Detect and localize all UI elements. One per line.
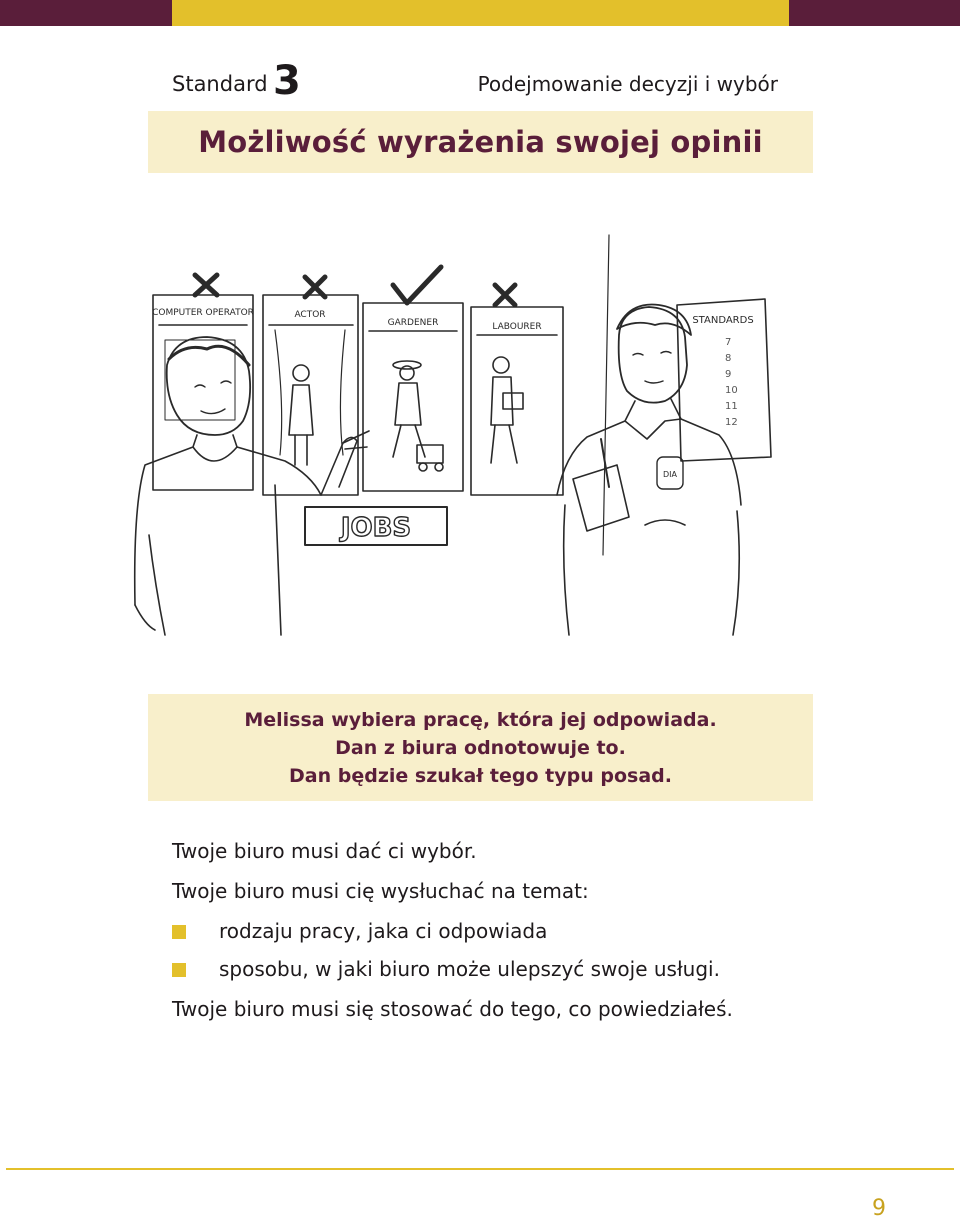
melissa-figure	[135, 337, 369, 635]
job-board-actor	[263, 295, 358, 495]
badge-text: DIA	[663, 470, 677, 479]
standards-number: 11	[725, 401, 738, 412]
jobs-sign	[305, 507, 447, 545]
standards-number: 7	[725, 337, 732, 348]
page-number: 9	[872, 1196, 886, 1221]
caption-line-3: Dan będzie szukał tego typu posad.	[289, 764, 672, 787]
standards-number: 12	[725, 417, 738, 428]
cross-mark-icon	[305, 277, 325, 297]
check-mark-icon	[393, 267, 441, 303]
job-label-3: GARDENER	[387, 318, 439, 328]
standards-poster-title: STANDARDS	[692, 315, 754, 326]
dan-figure	[557, 305, 741, 636]
standards-poster	[677, 299, 771, 461]
bullet-square-icon	[172, 963, 186, 977]
standards-number: 8	[725, 353, 732, 364]
body-paragraph-1: Twoje biuro musi dać ci wybór.	[172, 839, 477, 863]
caption-line-1: Melissa wybiera pracę, która jej odpowiada.	[244, 708, 717, 731]
caption-line-2: Dan z biura odnotowuje to.	[335, 736, 626, 759]
bullet-item-2: sposobu, w jaki biuro może ulepszyć swoje usługi.	[219, 957, 720, 981]
body-paragraph-3: Twoje biuro musi się stosować do tego, co powiedziałeś.	[172, 997, 733, 1021]
title-banner	[148, 111, 813, 173]
page-title: Możliwość wyrażenia swojej opinii	[198, 125, 763, 159]
bullet-square-icon	[172, 925, 186, 939]
page-header	[172, 58, 778, 108]
job-board-labourer	[471, 307, 563, 495]
job-label-4: LABOURER	[492, 322, 542, 332]
cross-mark-icon	[495, 285, 515, 305]
job-board-gardener	[363, 303, 463, 491]
bottom-rule	[6, 1168, 954, 1170]
standards-number: 10	[725, 385, 738, 396]
jobs-sign-text: JOBS	[340, 513, 412, 543]
cross-mark-icon	[195, 275, 217, 295]
section-name: Podejmowanie decyzji i wybór	[477, 72, 778, 96]
job-label-2: ACTOR	[294, 310, 326, 320]
job-board-computer-operator	[152, 295, 254, 490]
top-color-bar	[0, 0, 960, 26]
body-paragraph-2: Twoje biuro musi cię wysłuchać na temat:	[172, 879, 589, 903]
standard-label: Standard	[172, 72, 268, 96]
bullet-item-1: rodzaju pracy, jaka ci odpowiada	[219, 919, 548, 943]
top-bar-right-segment	[789, 0, 960, 26]
standard-number: 3	[273, 58, 301, 104]
caption-box	[148, 694, 813, 801]
top-bar-middle-segment	[172, 0, 789, 26]
job-label-1: COMPUTER OPERATOR	[152, 308, 254, 318]
standards-number: 9	[725, 369, 732, 380]
top-bar-left-segment	[0, 0, 172, 26]
illustration	[125, 225, 785, 645]
